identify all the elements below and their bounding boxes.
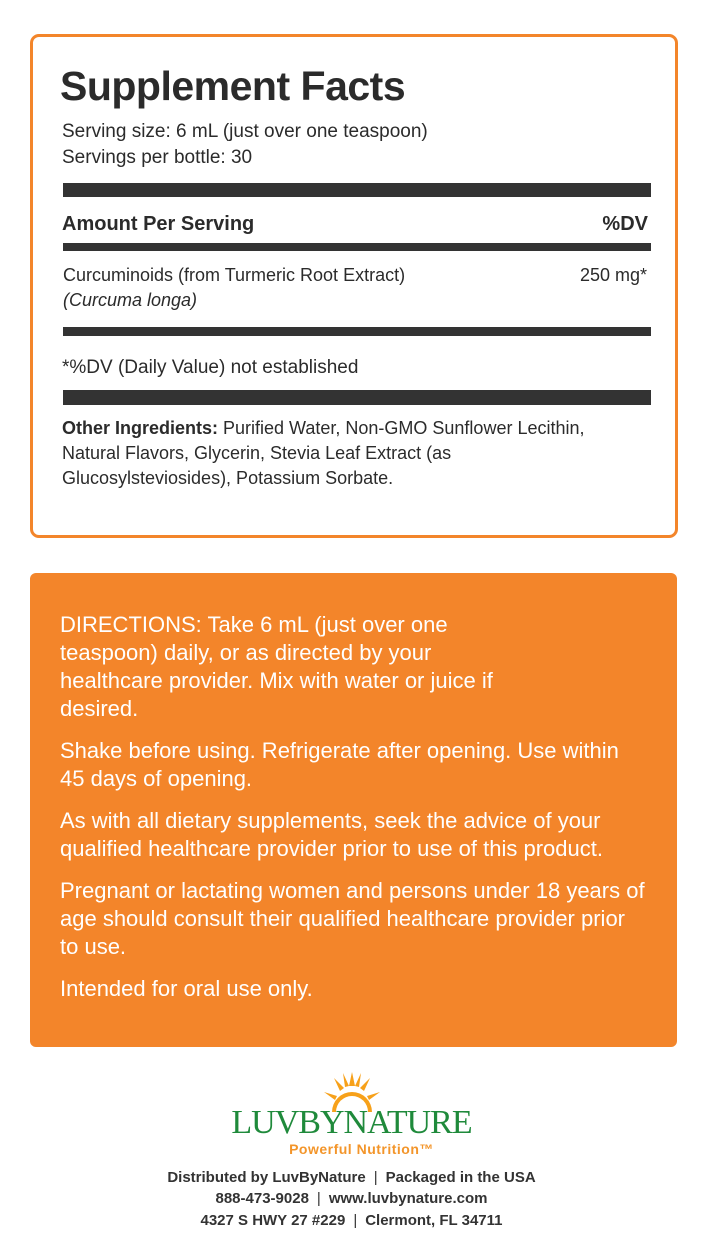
brand-tagline: Powerful Nutrition™ xyxy=(289,1141,434,1157)
other-ingredients xyxy=(62,416,622,491)
divider xyxy=(63,327,651,336)
city-address: Clermont, FL 34711 xyxy=(365,1212,503,1229)
packaged-in: Packaged in the USA xyxy=(385,1169,536,1186)
storage-text: Shake before using. Refrigerate after opening. Use within 45 days of opening. xyxy=(60,738,619,791)
separator: | xyxy=(316,1190,321,1207)
dv-header: %DV xyxy=(602,213,648,235)
separator: | xyxy=(353,1212,358,1229)
other-ingredients-label: Other Ingredients: xyxy=(62,418,219,438)
other-ingredients-text: Purified Water, Non-GMO Sunflower Lecithin, Natural Flavors, Glycerin, Stevia Leaf Extract (as Glucosylsteviosides), Potassium Sorbate. xyxy=(62,418,585,488)
ingredient-name: Curcuminoids (from Turmeric Root Extract) xyxy=(63,265,406,285)
amount-header: Amount Per Serving xyxy=(62,213,255,235)
divider-thick xyxy=(63,390,651,405)
divider xyxy=(63,243,651,251)
dv-note: *%DV (Daily Value) not established xyxy=(62,357,359,378)
servings-per-bottle: Servings per bottle: 30 xyxy=(62,147,253,168)
phone-number: 888-473-9028 xyxy=(215,1190,309,1207)
distributor: Distributed by LuvByNature xyxy=(167,1169,366,1186)
separator: | xyxy=(373,1169,378,1186)
serving-size: Serving size: 6 mL (just over one teaspoon) xyxy=(62,121,428,142)
ingredient-latin: (Curcuma longa) xyxy=(63,290,198,310)
divider-thick xyxy=(63,183,651,197)
footer-line-2 xyxy=(0,1190,703,1207)
directions-text: DIRECTIONS: Take 6 mL (just over one teaspoon) daily, or as directed by your healthcare provider. Mix with water or juice if desired. xyxy=(60,612,493,721)
warning-text: Pregnant or lactating women and persons under 18 years of age should consult their qualified healthcare provider prior to use. xyxy=(60,878,645,959)
footer-line-1 xyxy=(0,1169,703,1186)
brand-logo-text: LUVBYNATURE xyxy=(231,1104,472,1141)
oral-use-text: Intended for oral use only. xyxy=(60,976,313,1001)
advice-text: As with all dietary supplements, seek the advice of your qualified healthcare provider prior to use of this product. xyxy=(60,808,603,861)
facts-title: Supplement Facts xyxy=(60,63,406,109)
footer-line-3 xyxy=(0,1212,703,1229)
ingredient-amount: 250 mg* xyxy=(579,265,647,285)
street-address: 4327 S HWY 27 #229 xyxy=(200,1212,346,1229)
website-link[interactable]: www.luvbynature.com xyxy=(328,1190,488,1207)
supplement-facts-panel xyxy=(30,34,678,538)
directions-panel xyxy=(30,573,677,1047)
